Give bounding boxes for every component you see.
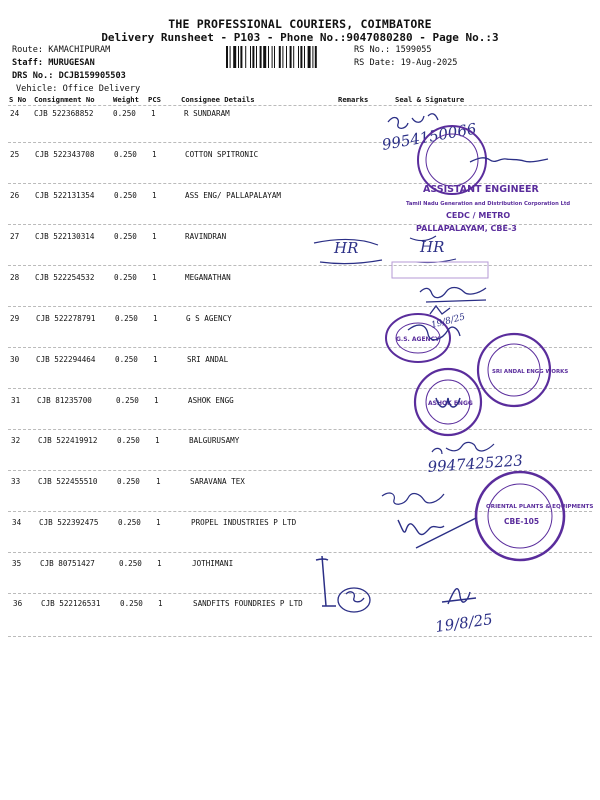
row-sno: 35 [12,559,22,568]
barcode-image [226,46,346,68]
row-sno: 33 [11,477,21,486]
row-divider [8,347,592,348]
row-divider [8,429,592,430]
row-pcs: 1 [151,109,156,118]
row-weight: 0.250 [118,518,141,527]
row-divider [8,552,592,553]
row-consignee: SRI ANDAL [187,355,229,364]
table-row [0,396,600,436]
row-weight: 0.250 [114,232,137,241]
row-pcs: 1 [158,599,163,608]
row-weight: 0.250 [113,109,136,118]
row-sno: 29 [10,314,20,323]
row-sno: 24 [10,109,20,118]
row-divider [8,636,592,637]
column-consignment: Consignment No [34,95,95,104]
header-rule [8,105,592,106]
route-label: Route: KAMACHIPURAM [12,45,111,55]
row-divider [8,470,592,471]
svg-text:CBE-105: CBE-105 [504,517,540,526]
table-row [0,599,600,639]
handwritten-date: 19/8/25 [430,312,467,331]
handwritten-date-2: 19/8/25 [434,610,494,636]
table-row [0,314,600,354]
row-consignment: CJB 522294464 [36,355,96,364]
table-row [0,232,600,272]
column-remarks: Remarks [338,95,369,104]
row-divider [8,224,592,225]
row-pcs: 1 [154,396,159,405]
svg-text:Tamil Nadu Generation and Dist: Tamil Nadu Generation and Distribution Corporation Ltd [406,201,571,207]
row-consignment: CJB 522343708 [35,150,95,159]
row-weight: 0.250 [114,150,137,159]
row-consignment: CJB 522419912 [38,436,98,445]
row-divider [8,511,592,512]
row-weight: 0.250 [120,599,143,608]
row-consignment: CJB 522131354 [35,191,95,200]
row-sno: 28 [10,273,20,282]
svg-text:CEDC / METRO: CEDC / METRO [446,211,511,220]
svg-text:G.S. AGENCY: G.S. AGENCY [396,336,440,343]
row-weight: 0.250 [114,273,137,282]
row-sno: 32 [11,436,21,445]
row-consignment: CJB 522392475 [39,518,99,527]
row-consignment: CJB 80751427 [40,559,95,568]
row-consignee: SARAVANA TEX [190,477,245,486]
svg-text:ASHOK ENGG: ASHOK ENGG [428,400,473,407]
row-consignee: BALGURUSAMY [189,436,240,445]
row-consignee: G S AGENCY [186,314,232,323]
table-row [0,191,600,231]
row-pcs: 1 [152,150,157,159]
row-consignee: COTTON SPITRONIC [185,150,259,159]
row-consignee: R SUNDARAM [184,109,230,118]
row-sno: 36 [13,599,23,608]
row-consignee: RAVINDRAN [185,232,227,241]
row-consignee: SANDFITS FOUNDRIES P LTD [193,599,303,608]
row-divider [8,142,592,143]
row-sno: 27 [10,232,20,241]
table-row [0,355,600,395]
column-weight: Weight [113,95,139,104]
row-pcs: 1 [152,232,157,241]
column-pcs: PCS [148,95,161,104]
row-consignment: CJB 522130314 [35,232,95,241]
handwritten-phone-2: 9947425223 [427,451,524,476]
column-sno: S No [9,95,27,104]
row-divider [8,388,592,389]
vehicle-label: Vehicle: Office Delivery [16,84,141,94]
row-pcs: 1 [152,273,157,282]
row-consignee: PROPEL INDUSTRIES P LTD [191,518,297,527]
row-sno: 34 [12,518,22,527]
row-pcs: 1 [157,559,162,568]
row-consignee: MEGANATHAN [185,273,231,282]
handwritten-phone-1: 9954150066 [380,119,478,154]
row-sno: 30 [10,355,20,364]
row-weight: 0.250 [115,355,138,364]
row-sno: 26 [10,191,20,200]
row-sno: 31 [11,396,21,405]
row-weight: 0.250 [115,314,138,323]
row-consignee: JOTHIMANI [192,559,234,568]
row-pcs: 1 [153,314,158,323]
remark-hr: HR [334,239,359,257]
row-pcs: 1 [155,436,160,445]
row-weight: 0.250 [117,477,140,486]
row-consignment: CJB 522278791 [36,314,96,323]
svg-text:SRI ANDAL ENGG WORKS: SRI ANDAL ENGG WORKS [492,369,569,375]
row-pcs: 1 [153,355,158,364]
row-divider [8,183,592,184]
staff-label: Staff: MURUGESAN [12,58,95,68]
svg-text:PALLAPALAYAM, CBE-3: PALLAPALAYAM, CBE-3 [416,224,517,233]
row-consignment: CJB 522254532 [35,273,95,282]
row-consignee: ASS ENG/ PALLAPALAYAM [185,191,282,200]
row-pcs: 1 [156,518,161,527]
runsheet-title: Delivery Runsheet - P103 - Phone No.:9047080280 - Page No.:3 [101,31,499,44]
row-weight: 0.250 [119,559,142,568]
table-row [0,109,600,149]
rs-number: RS No.: 1599055 [354,45,432,55]
row-divider [8,593,592,594]
column-seal-signature: Seal & Signature [395,95,465,104]
row-consignment: CJB 522455510 [38,477,98,486]
drs-number: DRS No.: DCJB159905503 [12,71,126,81]
company-title: THE PROFESSIONAL COURIERS, COIMBATORE [168,17,432,31]
column-consignee: Consignee Details [181,95,255,104]
row-pcs: 1 [152,191,157,200]
row-sno: 25 [10,150,20,159]
svg-text:ASSISTANT ENGINEER: ASSISTANT ENGINEER [423,184,539,195]
table-row [0,273,600,313]
table-row [0,150,600,190]
row-weight: 0.250 [114,191,137,200]
row-pcs: 1 [156,477,161,486]
row-consignment: CJB 81235700 [37,396,92,405]
row-weight: 0.250 [117,436,140,445]
row-divider [8,306,592,307]
seal-hr: HR [420,238,445,256]
row-consignee: ASHOK ENGG [188,396,234,405]
svg-text:ORIENTAL PLANTS & EQUIPMENTS: ORIENTAL PLANTS & EQUIPMENTS [486,504,594,510]
row-weight: 0.250 [116,396,139,405]
rs-date: RS Date: 19-Aug-2025 [354,58,458,68]
row-consignment: CJB 522126531 [41,599,101,608]
row-consignment: CJB 522368852 [34,109,94,118]
row-divider [8,265,592,266]
